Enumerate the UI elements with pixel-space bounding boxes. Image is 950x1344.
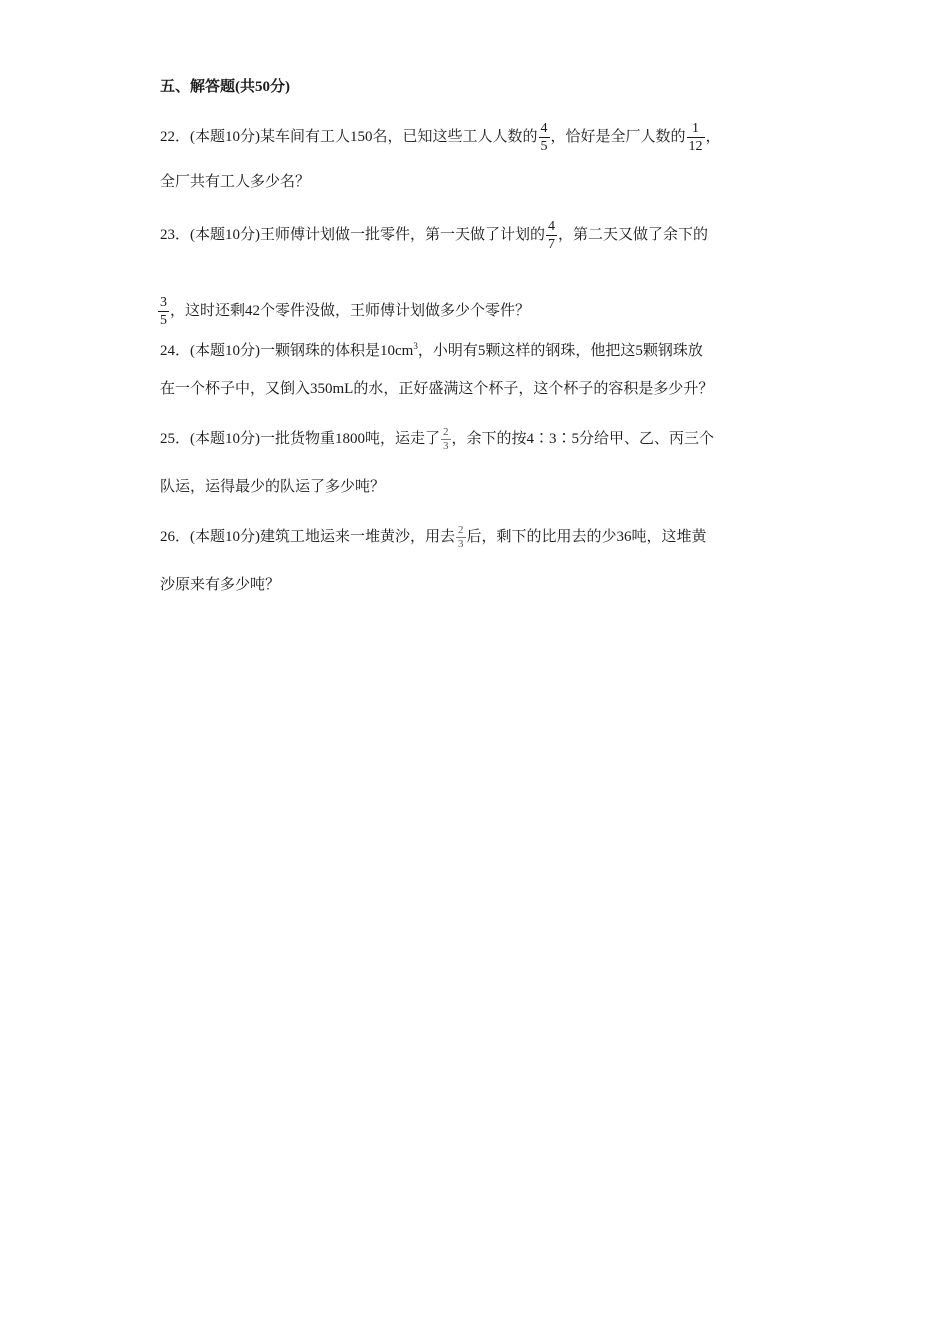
question-24-line2: 在一个杯子中，又倒入350mL的水，正好盛满这个杯子，这个杯子的容积是多少升？ xyxy=(160,381,714,397)
q22-text-suffix: ， xyxy=(705,128,721,145)
q22-text-prefix: 22．(本题10分)某车间有工人150名，已知这些工人人数的 xyxy=(160,128,538,145)
question-24-line1 xyxy=(160,341,703,361)
q22-fraction-1-12: $\frac{1}{12}$ xyxy=(688,121,703,154)
question-22-line1 xyxy=(160,120,721,155)
q26-text-prefix: 26．(本题10分)建筑工地运来一堆黄沙，用去 xyxy=(160,528,455,545)
question-23-line2 xyxy=(160,294,530,329)
question-25-line1 xyxy=(160,426,714,453)
question-26-line2: 沙原来有多少吨？ xyxy=(160,577,281,593)
question-22-line2: 全厂共有工人多少名？ xyxy=(160,174,311,190)
q23-text-middle: ，第二天又做了余下的 xyxy=(558,226,709,243)
q24-text-suffix: ，小明有5颗这样的钢珠，他把这5颗钢珠放 xyxy=(417,343,703,359)
q26-fraction-2-3: $\frac{2}{3}$ xyxy=(458,524,464,550)
q22-text-middle: ，恰好是全厂人数的 xyxy=(550,128,686,145)
question-25-line2: 队运，运得最少的队运了多少吨？ xyxy=(160,479,386,495)
question-26-line1 xyxy=(160,524,707,551)
q24-text-prefix: 24．(本题10分)一颗钢珠的体积是10cm xyxy=(160,343,414,359)
q25-text-prefix: 25．(本题10分)一批货物重1800吨，运走了 xyxy=(160,430,440,447)
q23-fraction-4-7: $\frac{4}{7}$ xyxy=(548,219,555,252)
q25-text-suffix: ，余下的按4∶3∶5分给甲、乙、丙三个 xyxy=(451,430,715,447)
q24-superscript: 3 xyxy=(413,341,418,351)
q23-text-line2: ，这时还剩42个零件没做，王师傅计划做多少个零件？ xyxy=(170,302,531,319)
q25-fraction-2-3: $\frac{2}{3}$ xyxy=(443,426,449,452)
q26-text-suffix: 后，剩下的比用去的少36吨，这堆黄 xyxy=(466,528,707,545)
question-23-line1 xyxy=(160,218,708,253)
section-title: 五、解答题(共50分) xyxy=(160,79,290,95)
q23-fraction-3-5: $\frac{3}{5}$ xyxy=(160,295,167,328)
q23-text-prefix: 23．(本题10分)王师傅计划做一批零件，第一天做了计划的 xyxy=(160,226,545,243)
q22-fraction-4-5: $\frac{4}{5}$ xyxy=(540,121,548,154)
